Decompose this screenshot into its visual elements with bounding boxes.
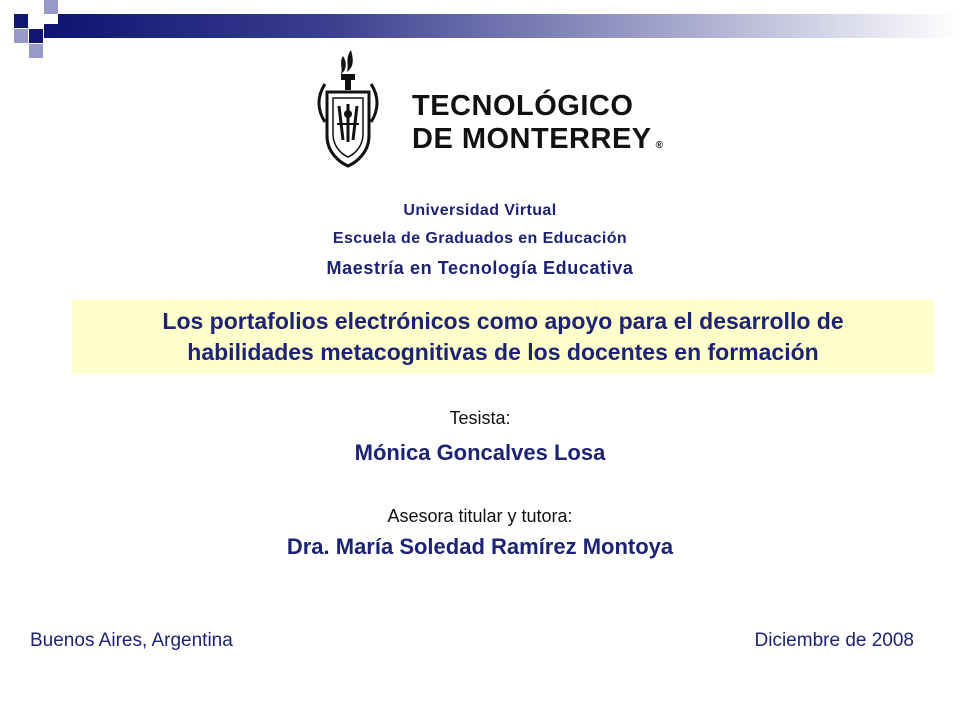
header-gradient-bar	[58, 14, 960, 38]
logo-line-1: TECNOLÓGICO	[412, 90, 634, 122]
thesis-title-line-2: habilidades metacognitivas de los docentes en formación	[187, 339, 819, 365]
corner-square	[44, 24, 58, 38]
advisor-label: Asesora titular y tutora:	[387, 506, 573, 526]
corner-square	[29, 29, 43, 43]
logo-line-2	[412, 125, 664, 154]
program-name: Maestría en Tecnología Educativa	[326, 258, 634, 278]
location-text: Buenos Aires, Argentina	[30, 630, 233, 651]
corner-square	[29, 44, 43, 58]
registered-mark: ®	[655, 140, 664, 151]
author-name: Mónica Goncalves Losa	[354, 440, 606, 465]
corner-square	[14, 14, 28, 28]
school-name: Escuela de Graduados en Educación	[332, 230, 628, 247]
author-label: Tesista:	[449, 408, 511, 428]
corner-square	[44, 0, 58, 14]
thesis-title	[72, 306, 934, 368]
university-name: Universidad Virtual	[403, 202, 557, 219]
logo-line-2-text: DE MONTERREY	[412, 123, 652, 155]
corner-square	[14, 29, 28, 43]
thesis-title-line-1: Los portafolios electrónicos como apoyo para el desarrollo de	[162, 308, 844, 334]
date-text: Diciembre de 2008	[754, 630, 914, 651]
advisor-name: Dra. María Soledad Ramírez Montoya	[286, 534, 674, 559]
institution-logo-wordmark	[412, 92, 664, 154]
